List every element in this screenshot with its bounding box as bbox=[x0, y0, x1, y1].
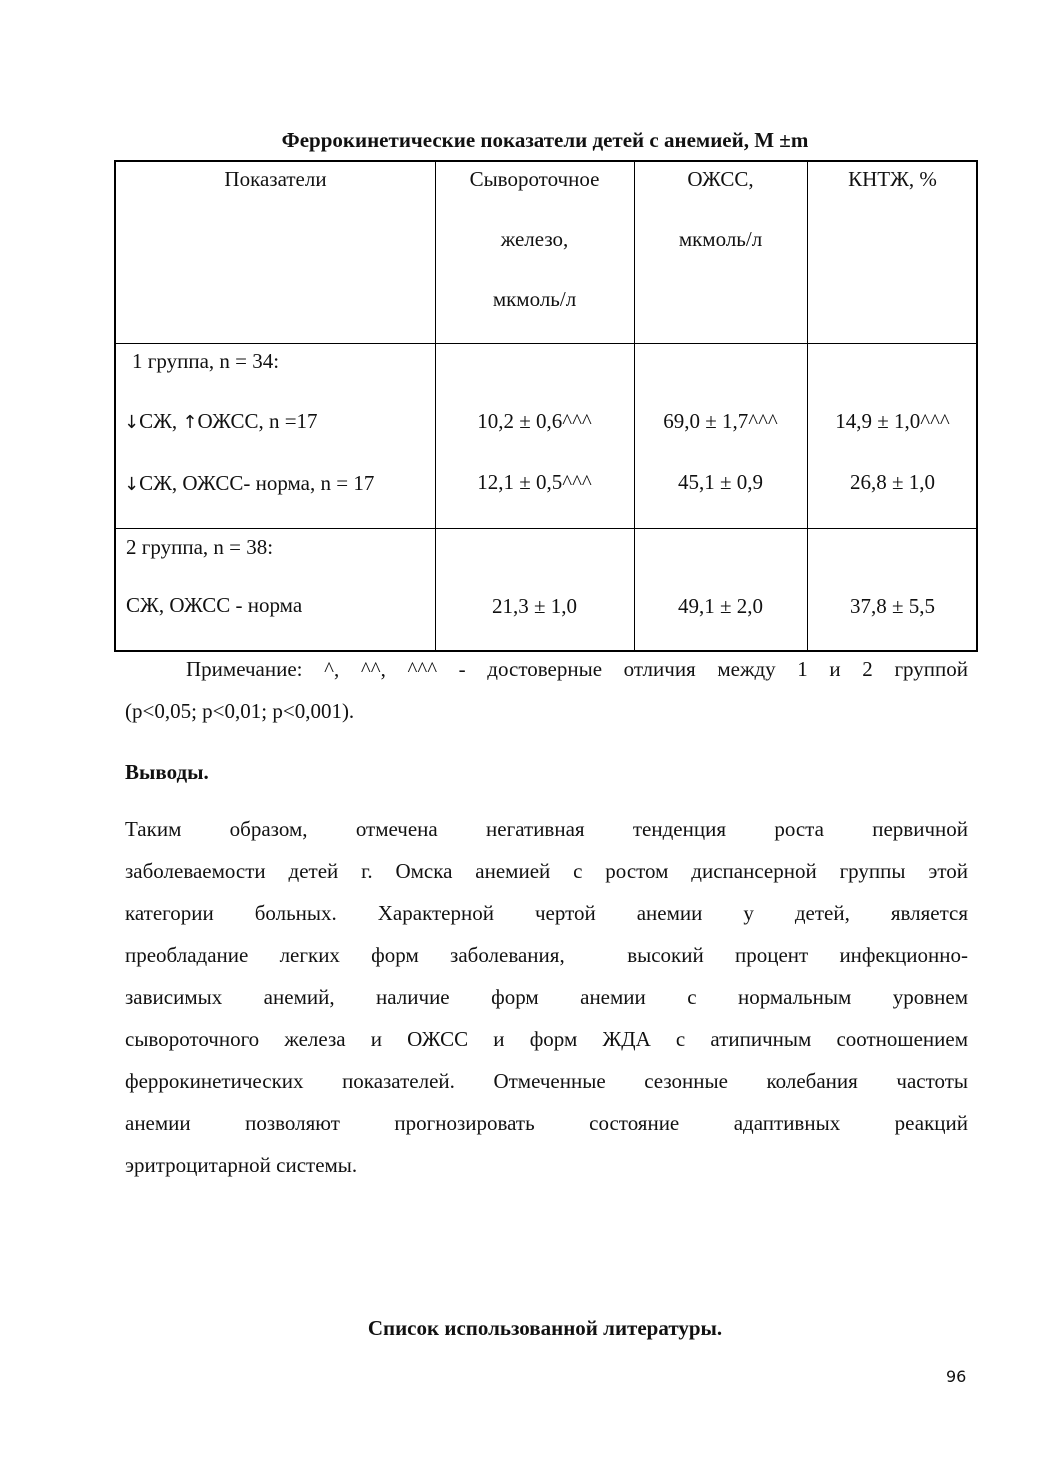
group1-row1-serum-iron: 10,2 ± 0,6^^^ bbox=[477, 409, 592, 433]
conclusions-paragraph bbox=[125, 816, 968, 1194]
header-tibc-line: ОЖСС, bbox=[687, 167, 754, 191]
header-tibc-line: мкмоль/л bbox=[678, 227, 763, 251]
group1-row2-tibc: 45,1 ± 0,9 bbox=[677, 470, 764, 494]
conclusions-heading: Выводы. bbox=[125, 760, 209, 784]
group2-serum-iron: 21,3 ± 1,0 bbox=[491, 594, 578, 618]
references-heading: Список использованной литературы. bbox=[367, 1316, 723, 1340]
arrow-down-icon: ↓ bbox=[124, 474, 140, 495]
paragraph-line: Таким образом, отмечена негативная тенденция роста первичной bbox=[125, 817, 968, 841]
paragraph-line: зависимых анемий, наличие форм анемии с нормальным уровнем bbox=[125, 985, 968, 1009]
group1-label: 1 группа, n = 34: bbox=[132, 349, 280, 373]
paragraph-line: заболеваемости детей г. Омска анемией с ростом диспансерной группы этой bbox=[125, 859, 968, 883]
group1-row1-transferrin-saturation: 14,9 ± 1,0^^^ bbox=[835, 409, 950, 433]
table-divider bbox=[807, 162, 808, 650]
table-caption: Феррокинетические показатели детей с анемией, М ±m bbox=[281, 128, 809, 152]
paragraph-line: категории больных. Характерной чертой анемии у детей, является bbox=[125, 901, 968, 925]
table-divider bbox=[116, 528, 976, 529]
paragraph-line: эритроцитарной системы. bbox=[125, 1153, 358, 1177]
table-note-line1: Примечание: ^, ^^, ^^^ - достоверные отличия между 1 и 2 группой bbox=[186, 657, 968, 681]
group2-tibc: 49,1 ± 2,0 bbox=[677, 594, 764, 618]
arrow-up-icon: ↑ bbox=[182, 412, 198, 433]
ferrokinetic-table bbox=[114, 160, 978, 652]
group1-row1-tibc: 69,0 ± 1,7^^^ bbox=[663, 409, 778, 433]
group1-row2-label: ↓СЖ, ОЖСС- норма, n = 17 bbox=[124, 471, 375, 495]
group2-label: 2 группа, n = 38: bbox=[126, 535, 274, 559]
paragraph-line: феррокинетических показателей. Отмеченные сезонные колебания частоты bbox=[125, 1069, 968, 1093]
table-divider bbox=[116, 343, 976, 344]
group2-row-label: СЖ, ОЖСС - норма bbox=[126, 593, 303, 617]
paragraph-line: анемии позволяют прогнозировать состояние адаптивных реакций bbox=[125, 1111, 968, 1135]
header-indicators: Показатели bbox=[224, 167, 327, 191]
page-number: 96 bbox=[946, 1367, 967, 1386]
header-serum-iron-line: железо, bbox=[500, 227, 569, 251]
group1-row1-label: ↓СЖ, ↑ОЖСС, n =17 bbox=[124, 409, 318, 433]
header-serum-iron-line: мкмоль/л bbox=[492, 287, 577, 311]
group1-row2-transferrin-saturation: 26,8 ± 1,0 bbox=[849, 470, 936, 494]
paragraph-line: сывороточного железа и ОЖСС и форм ЖДА с атипичным соотношением bbox=[125, 1027, 968, 1051]
table-note-line2: (p<0,05; p<0,01; p<0,001). bbox=[125, 699, 355, 723]
header-serum-iron-line: Сывороточное bbox=[469, 167, 600, 191]
arrow-down-icon: ↓ bbox=[124, 412, 140, 433]
group2-transferrin-saturation: 37,8 ± 5,5 bbox=[849, 594, 936, 618]
paragraph-line: преобладание легких форм заболевания, высокий процент инфекционно- bbox=[125, 943, 968, 967]
header-transferrin-saturation: КНТЖ, % bbox=[848, 167, 937, 191]
group1-row2-serum-iron: 12,1 ± 0,5^^^ bbox=[477, 470, 592, 494]
